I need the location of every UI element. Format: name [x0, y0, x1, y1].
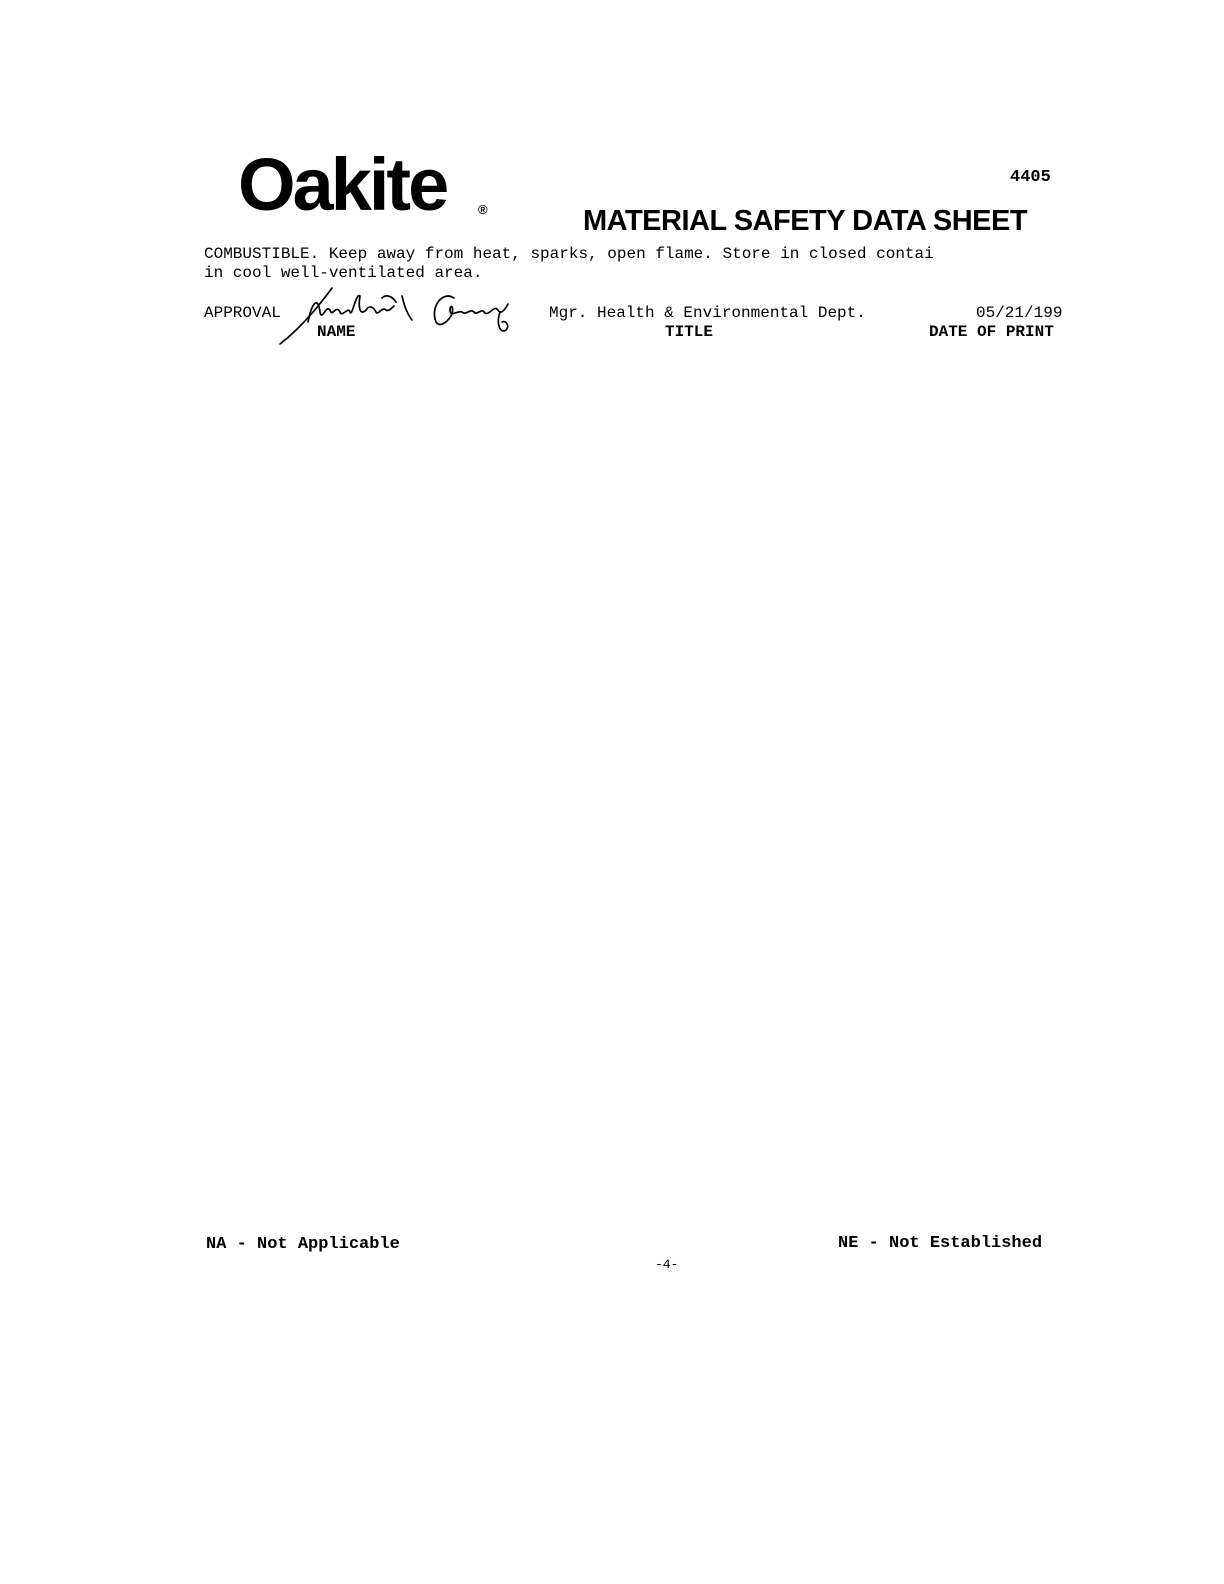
print-date-value: 05/21/199 [976, 304, 1063, 322]
registered-mark: ® [478, 202, 488, 217]
storage-instructions: COMBUSTIBLE. Keep away from heat, sparks, open flame. Store in closed contai in cool well-ventilated area. [204, 245, 934, 282]
footer-na-note: NA - Not Applicable [206, 1235, 400, 1254]
sheet-title: MATERIAL SAFETY DATA SHEET [583, 205, 1028, 237]
footer-ne-note: NE - Not Established [838, 1234, 1043, 1253]
page-number: -4- [655, 1257, 679, 1272]
title-label: TITLE [665, 323, 714, 341]
name-label: NAME [317, 323, 356, 341]
approver-title-value: Mgr. Health & Environmental Dept. [549, 304, 866, 322]
company-logo: Oakite [238, 143, 447, 226]
approval-labels-row [204, 323, 1078, 343]
date-of-print-label: DATE OF PRINT [929, 323, 1054, 341]
form-number: 4405 [1010, 168, 1051, 187]
approval-label: APPROVAL [204, 304, 281, 322]
